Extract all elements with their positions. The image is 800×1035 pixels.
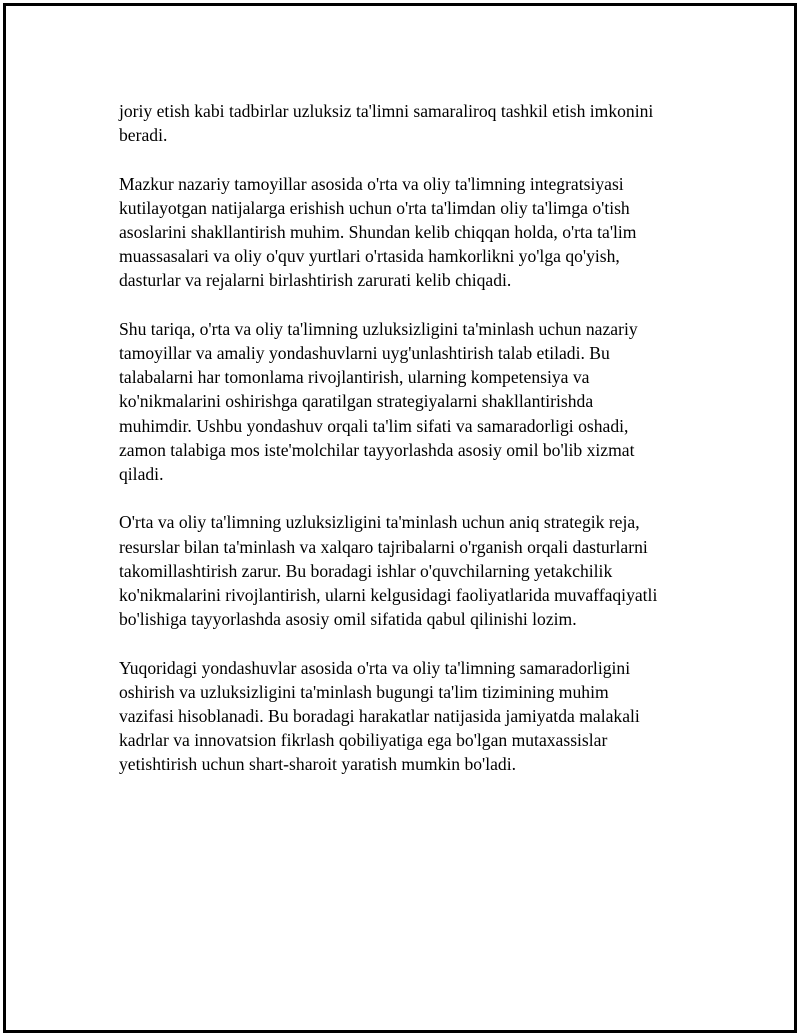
paragraph-4: O'rta va oliy ta'limning uzluksizligini ta'minlash uchun aniq strategik reja, resurslar bilan ta'minlash va xalqaro tajribalarni o'rganish orqali dasturlarni takomillashtirish zarur. Bu boradagi ishlar o'quvchilarning yetakchilik ko'nikmalarini rivojlantirish, ularni kelgusidagi faoliyatlarida muvaffaqiyatli bo'lishiga tayyorlashda asosiy omil sifatida qabul qilinishi lozim.	[119, 512, 658, 630]
paragraph-1: joriy etish kabi tadbirlar uzluksiz ta'limni samaraliroq tashkil etish imkonini beradi.	[119, 101, 654, 146]
paragraph-5: Yuqoridagi yondashuvlar asosida o'rta va oliy ta'limning samaradorligini oshirish va uzluksizligini ta'minlash bugungi ta'lim tizimining muhim vazifasi hisoblanadi. Bu boradagi harakatlar natijasida jamiyatda malakali kadrlar va innovatsion fikrlash qobiliyatiga ega bo'lgan mutaxassislar yetishtirish uchun shart-sharoit yaratish mumkin bo'ladi.	[119, 657, 640, 775]
paragraph-3: Shu tariqa, o'rta va oliy ta'limning uzluksizligini ta'minlash uchun nazariy tamoyillar va amaliy yondashuvlarni uyg'unlashtirish talab etiladi. Bu talabalarni har tomonlama rivojlantirish, ularning kompetensiya va ko'nikmalarini oshirishga qaratilgan strategiyalarni shakllantirishda muhimdir. Ushbu yondashuv orqali ta'lim sifati va samaradorligi oshadi, zamon talabiga mos iste'molchilar tayyorlashda asosiy omil bo'lib xizmat qiladi.	[119, 318, 638, 485]
page	[3, 3, 797, 1033]
document-body	[119, 99, 709, 801]
paragraph-2: Mazkur nazariy tamoyillar asosida o'rta va oliy ta'limning integratsiyasi kutilayotgan natijalarga erishish uchun o'rta ta'limdan oliy ta'limga o'tish asoslarini shakllantirish muhim. Shundan kelib chiqqan holda, o'rta ta'lim muassasalari va oliy o'quv yurtlari o'rtasida hamkorlikni yo'lga qo'yish, dasturlar va rejalarni birlashtirish zarurati kelib chiqadi.	[119, 173, 637, 291]
